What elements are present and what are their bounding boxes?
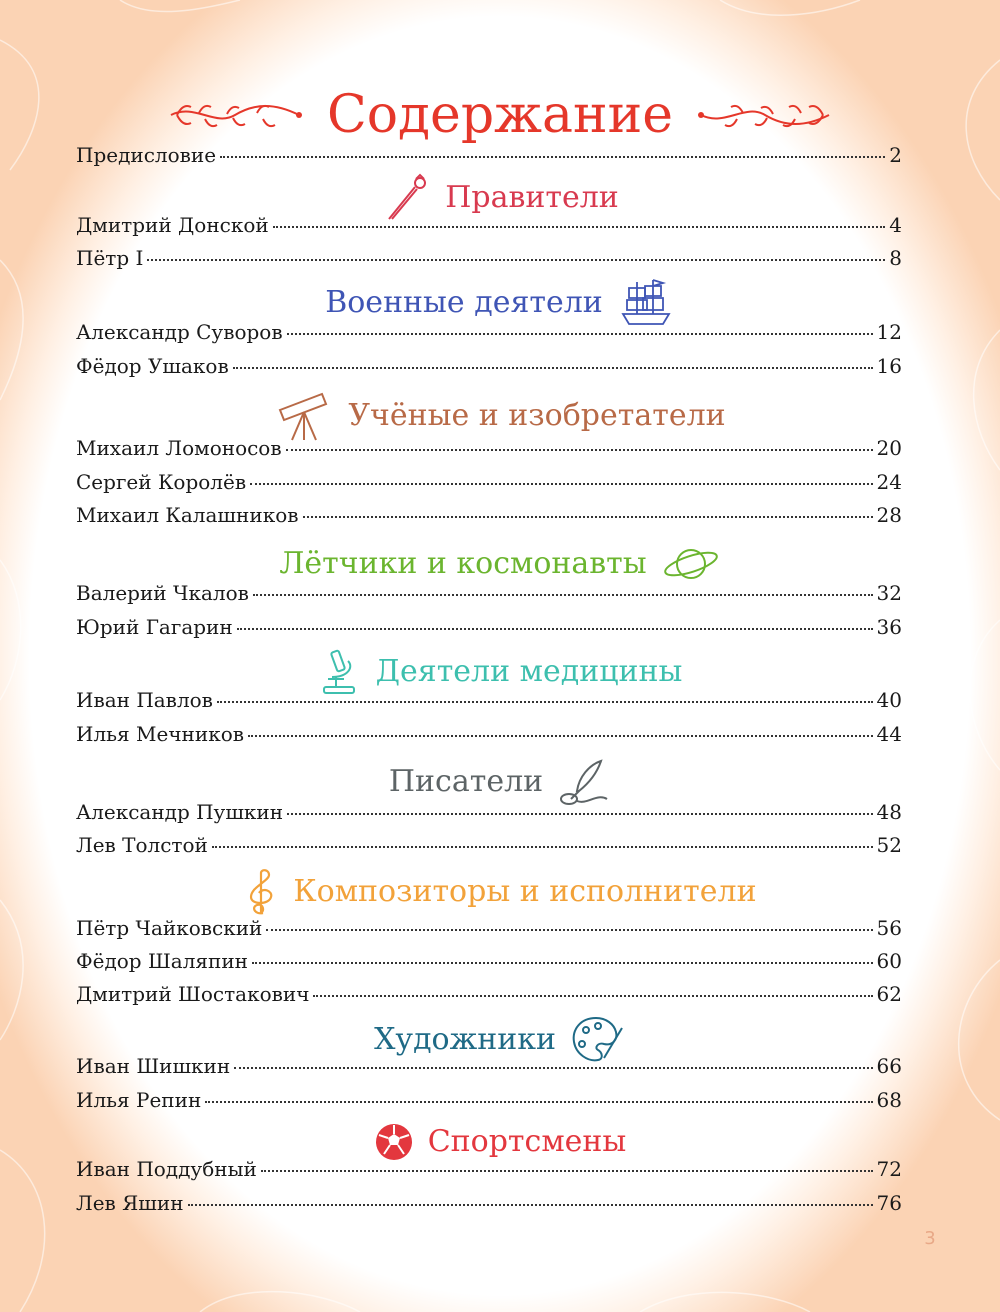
toc-entry-page: 60 xyxy=(876,949,902,973)
toc-entry-page: 48 xyxy=(876,800,902,824)
section-header-writers xyxy=(0,762,1000,802)
dot-leader xyxy=(313,995,872,997)
dot-leader xyxy=(233,367,873,369)
section-title: Правители xyxy=(445,180,619,215)
dot-leader xyxy=(287,333,873,335)
toc-entry[interactable] xyxy=(76,949,902,979)
toc-entry-name: Пётр I xyxy=(76,246,144,270)
toc-entry-page: 12 xyxy=(876,320,902,344)
toc-entry-name: Александр Суворов xyxy=(76,320,283,344)
section-title: Учёные и изобретатели xyxy=(348,398,726,433)
dot-leader xyxy=(212,846,873,848)
toc-entry-name: Иван Шишкин xyxy=(76,1054,231,1078)
dot-leader xyxy=(261,1170,873,1172)
toc-entry-name: Пётр Чайковский xyxy=(76,916,263,940)
toc-entry-page: 72 xyxy=(876,1157,902,1181)
toc-entry[interactable] xyxy=(76,320,902,350)
toc-entry-page: 76 xyxy=(876,1191,902,1215)
toc-entry-page: 40 xyxy=(876,688,902,712)
toc-entry[interactable] xyxy=(76,615,902,645)
toc-entry-name: Валерий Чкалов xyxy=(76,581,249,605)
dot-leader xyxy=(252,962,873,964)
toc-entry-name: Александр Пушкин xyxy=(76,800,284,824)
dot-leader xyxy=(205,1101,872,1103)
toc-entry-name: Предисловие xyxy=(76,143,217,167)
section-title: Военные деятели xyxy=(325,285,603,320)
dot-leader xyxy=(217,701,873,703)
toc-entry-page: 36 xyxy=(876,615,902,639)
toc-entry[interactable] xyxy=(76,246,902,276)
toc-entry-name: Михаил Калашников xyxy=(76,503,299,527)
toc-entry-name: Дмитрий Донской xyxy=(76,213,269,237)
toc-entry-name: Михаил Ломоносов xyxy=(76,436,282,460)
toc-entry[interactable] xyxy=(76,916,902,946)
toc-entry[interactable] xyxy=(76,1191,902,1221)
toc-entry-page: 56 xyxy=(876,916,902,940)
toc-entry-name: Илья Репин xyxy=(76,1088,202,1112)
section-header-composers xyxy=(0,872,1000,912)
toc-entry-page: 20 xyxy=(876,436,902,460)
section-title: Деятели медицины xyxy=(375,654,683,689)
soccer-ball-icon xyxy=(374,1122,414,1162)
toc-entry-page: 62 xyxy=(876,982,902,1006)
toc-entry[interactable] xyxy=(76,354,902,384)
toc-entry-page: 4 xyxy=(889,213,902,237)
section-title: Композиторы и исполнители xyxy=(293,874,757,909)
toc-entry-name: Сергей Королёв xyxy=(76,470,247,494)
toc-entry[interactable] xyxy=(76,213,902,243)
toc-entry[interactable] xyxy=(76,1088,902,1118)
toc-entry-name: Фёдор Шаляпин xyxy=(76,949,249,973)
toc-entry[interactable] xyxy=(76,800,902,830)
section-header-medicine xyxy=(0,652,1000,692)
dot-leader xyxy=(234,1067,872,1069)
dot-leader xyxy=(250,483,872,485)
dot-leader xyxy=(273,226,886,228)
toc-entry-page: 68 xyxy=(876,1088,902,1112)
dot-leader xyxy=(303,516,873,518)
toc-entry[interactable] xyxy=(76,1157,902,1187)
section-title: Писатели xyxy=(388,764,544,799)
toc-entry-name: Фёдор Ушаков xyxy=(76,354,229,378)
toc-entry-page: 2 xyxy=(889,143,902,167)
leaf-flourish-left-icon xyxy=(165,95,305,135)
toc-entry-page: 66 xyxy=(876,1054,902,1078)
toc-entry-page: 28 xyxy=(876,503,902,527)
toc-entry[interactable] xyxy=(76,982,902,1012)
toc-entry-page: 16 xyxy=(876,354,902,378)
page-number: 3 xyxy=(924,1228,936,1249)
toc-entry[interactable] xyxy=(76,503,902,533)
section-header-military xyxy=(0,283,1000,323)
toc-entry[interactable] xyxy=(76,470,902,500)
dot-leader xyxy=(220,156,885,158)
toc-entry-name: Юрий Гагарин xyxy=(76,615,233,639)
leaf-flourish-right-icon xyxy=(695,95,835,135)
section-header-rulers xyxy=(0,178,1000,218)
toc-entry-name: Илья Мечников xyxy=(76,722,245,746)
toc-entry-name: Иван Поддубный xyxy=(76,1157,257,1181)
dot-leader xyxy=(286,449,873,451)
toc-entry-page: 52 xyxy=(876,833,902,857)
toc-entry[interactable] xyxy=(76,1054,902,1084)
section-header-athletes xyxy=(0,1122,1000,1162)
toc-entry[interactable] xyxy=(76,688,902,718)
section-title: Спортсмены xyxy=(427,1124,627,1159)
toc-entry-page: 8 xyxy=(889,246,902,270)
page-title: Содержание xyxy=(326,85,674,145)
toc-entry-name: Дмитрий Шостакович xyxy=(76,982,310,1006)
dot-leader xyxy=(188,1204,873,1206)
toc-entry-page: 44 xyxy=(876,722,902,746)
dot-leader xyxy=(266,929,872,931)
toc-entry[interactable] xyxy=(76,581,902,611)
dot-leader xyxy=(253,594,873,596)
toc-entry-name: Лев Яшин xyxy=(76,1191,184,1215)
toc-entry-name: Иван Павлов xyxy=(76,688,213,712)
section-header-pilots xyxy=(0,544,1000,584)
toc-entry-page: 24 xyxy=(876,470,902,494)
dot-leader xyxy=(248,735,873,737)
toc-entry-preface[interactable] xyxy=(76,143,902,173)
dot-leader xyxy=(287,813,872,815)
dot-leader xyxy=(237,628,873,630)
toc-entry[interactable] xyxy=(76,722,902,752)
toc-entry-name: Лев Толстой xyxy=(76,833,208,857)
dot-leader xyxy=(147,259,885,261)
section-title: Художники xyxy=(374,1022,556,1057)
treble-clef-icon xyxy=(243,867,279,917)
section-title: Лётчики и космонавты xyxy=(279,546,647,581)
section-header-scientists xyxy=(0,396,1000,436)
toc-entry-page: 32 xyxy=(876,581,902,605)
toc-entry[interactable] xyxy=(76,833,902,863)
toc-entry[interactable] xyxy=(76,436,902,466)
